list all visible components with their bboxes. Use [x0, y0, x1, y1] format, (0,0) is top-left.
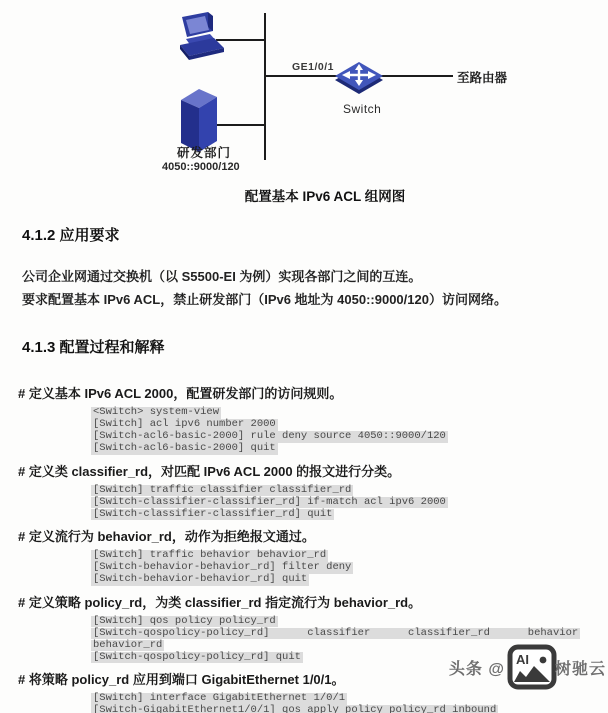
code-line: [Switch] interface GigabitEthernet 1/0/1 — [93, 692, 346, 704]
code-block — [91, 693, 594, 713]
port-label: GE1/0/1 — [292, 61, 335, 73]
section-heading-procedure: 4.1.3 配置过程和解释 — [22, 339, 165, 356]
to-router-label: 至路由器 — [457, 71, 508, 85]
ai-badge-text: AI — [515, 652, 529, 667]
requirements-paragraphs — [22, 265, 594, 311]
code-line: [Switch-qospolicy-policy_rd] classifier classifier_rd behavior — [93, 626, 579, 639]
step-description: # 定义流行为 behavior_rd，动作为拒绝报文通过。 — [18, 529, 315, 544]
code-block — [91, 485, 594, 521]
code-line: [Switch-behavior-behavior_rd] quit — [93, 573, 308, 585]
code-block — [91, 407, 594, 455]
step-description: # 定义类 classifier_rd，对匹配 IPv6 ACL 2000 的报文进行分类。 — [18, 463, 401, 479]
code-line: [Switch-acl6-basic-2000] quit — [93, 442, 276, 454]
switch-label: Switch — [343, 102, 382, 116]
code-line: [Switch] traffic behavior behavior_rd — [93, 549, 327, 561]
code-line: [Switch-classifier-classifier_rd] if-match acl ipv6 2000 — [93, 495, 446, 508]
department-label: 研发部门 — [177, 146, 232, 160]
department-address: 4050::9000/120 — [162, 161, 240, 173]
switch-icon — [333, 54, 385, 100]
watermark-suffix: 树驰云 — [554, 660, 606, 678]
code-line: [Switch] traffic classifier classifier_rd — [93, 483, 352, 496]
config-step — [18, 528, 594, 586]
code-line: [Switch] qos policy policy_rd — [93, 614, 276, 627]
step-description: # 定义策略 policy_rd，为类 classifier_rd 指定流行为 behavior_rd。 — [18, 594, 422, 610]
code-line: [Switch-classifier-classifier_rd] quit — [93, 507, 333, 520]
step-description: # 定义基本 IPv6 ACL 2000，配置研发部门的访问规则。 — [18, 386, 343, 401]
code-line: behavior_rd — [93, 638, 163, 651]
code-line: <Switch> system-view — [93, 406, 220, 418]
server-link-line — [217, 124, 265, 126]
section-heading-requirements: 4.1.2 应用要求 — [22, 227, 120, 244]
requirements-line: 要求配置基本 IPv6 ACL，禁止研发部门（IPv6 地址为 4050::9000/120）访问网络。 — [22, 292, 507, 307]
code-line: [Switch-behavior-behavior_rd] filter deny — [93, 561, 352, 573]
config-step — [18, 463, 594, 521]
network-diagram — [0, 0, 608, 212]
code-block — [91, 550, 594, 586]
config-step — [18, 385, 594, 455]
bus-line-vertical — [264, 13, 266, 160]
watermark — [449, 638, 606, 696]
diagram-caption: 配置基本 IPv6 ACL 组网图 — [244, 189, 406, 204]
pc-icon — [168, 7, 228, 67]
code-line: [Switch] acl ipv6 number 2000 — [93, 418, 276, 430]
requirements-line: 公司企业网通过交换机（以 S5500-EI 为例）实现各部门之间的互连。 — [22, 269, 422, 284]
code-line: [Switch-GigabitEthernet1/0/1] qos apply policy policy_rd inbound — [91, 705, 498, 713]
code-line: [Switch-acl6-basic-2000] rule deny source 4050::9000/120 — [93, 430, 446, 442]
code-line: [Switch-qospolicy-policy_rd] quit — [93, 650, 301, 663]
ai-image-badge-icon — [507, 644, 557, 690]
step-description: # 将策略 policy_rd 应用到端口 GigabitEthernet 1/0/1。 — [18, 672, 345, 687]
watermark-prefix: 头条 @ — [448, 660, 505, 678]
